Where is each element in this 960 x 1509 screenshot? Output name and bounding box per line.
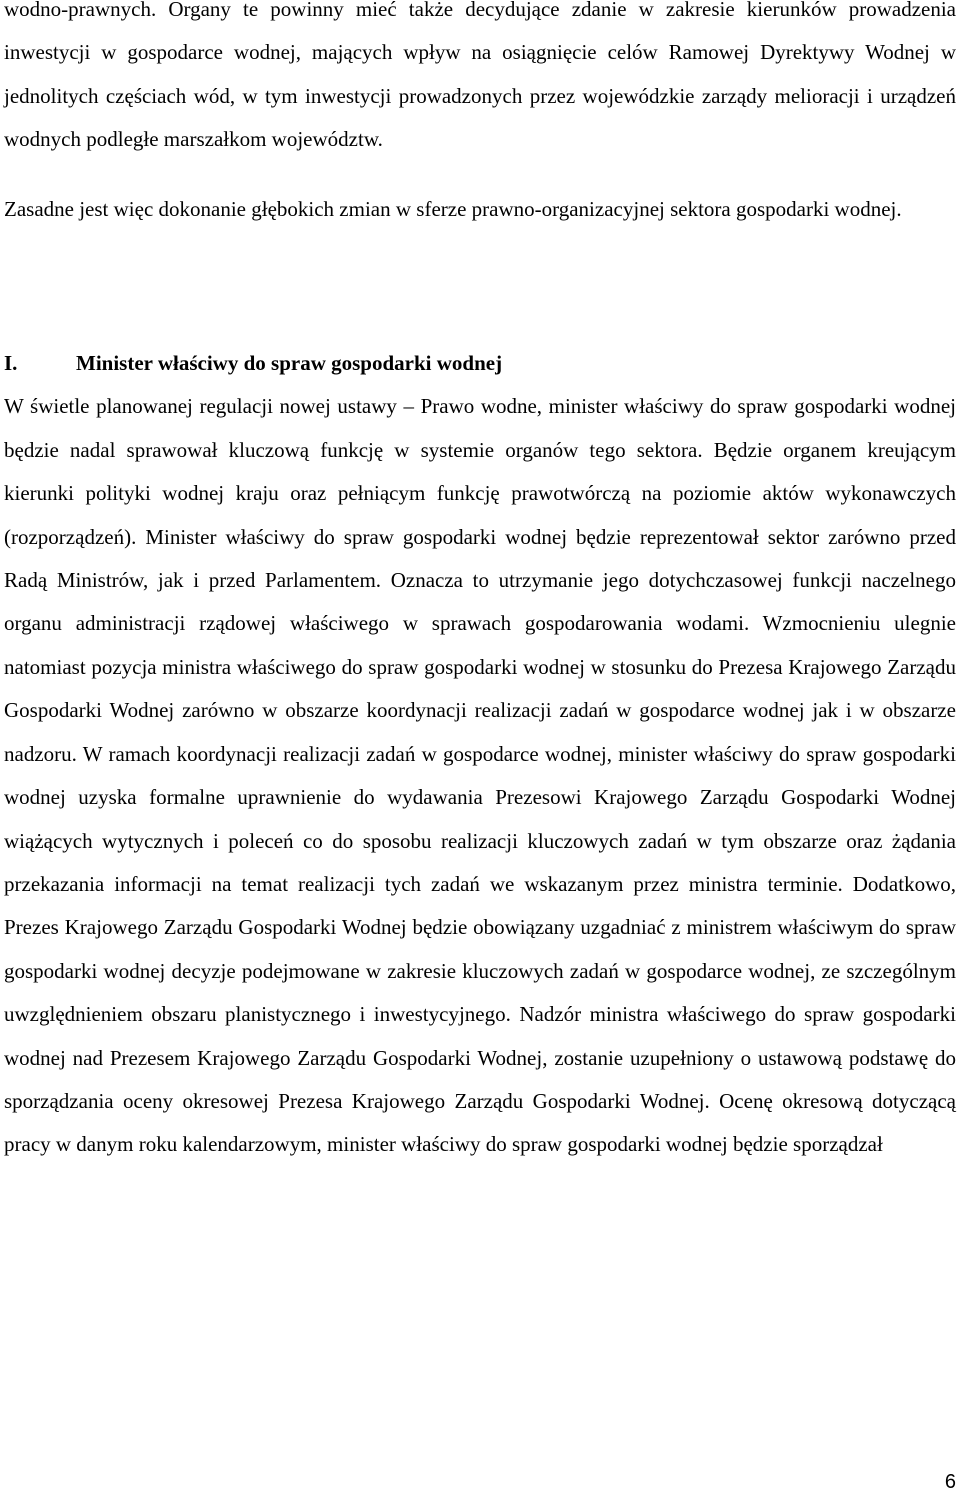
section-body: W świetle planowanej regulacji nowej ustawy – Prawo wodne, minister właściwy do spraw gospodarki wodnej będzie nadal sprawował kluczową funkcję w systemie organów tego sektora. Będzie organem kreującym kierunki polityki wodnej kraju oraz pełniącym funkcję prawotwórczą na poziomie aktów wykonawczych (rozporządzeń). Minister właściwy do spraw gospodarki wodnej będzie reprezentował sektor zarówno przed Radą Ministrów, jak i przed Parlamentem. Oznacza to utrzymanie jego dotychczasowej funkcji naczelnego organu administracji rządowej właściwego w sprawach gospodarowania wodami. Wzmocnieniu ulegnie natomiast pozycja ministra właściwego do spraw gospodarki wodnej w stosunku do Prezesa Krajowego Zarządu Gospodarki Wodnej zarówno w obszarze koordynacji realizacji zadań w gospodarce wodnej jak i w obszarze nadzoru. W ramach koordynacji realizacji zadań w gospodarce wodnej, minister właściwy do spraw gospodarki wodnej uzyska formalne uprawnienie do wydawania Prezesowi Krajowego Zarządu Gospodarki Wodnej wiążących wytycznych i poleceń co do sposobu realizacji kluczowych zadań w tym obszarze oraz żądania przekazania informacji na temat realizacji tych zadań we wskazanym przez ministra terminie. Dodatkowo, Prezes Krajowego Zarządu Gospodarki Wodnej będzie obowiązany uzgadniać z ministrem właściwym do spraw gospodarki wodnej decyzje podejmowane w zakresie kluczowych zadań w gospodarce wodnej, ze szczególnym uwzględnieniem obszaru planistycznego i inwestycyjnego. Nadzór ministra właściwego do spraw gospodarki wodnej nad Prezesem Krajowego Zarządu Gospodarki Wodnej, zostanie uzupełniony o ustawową podstawę do sporządzania oceny okresowej Prezesa Krajowego Zarządu Gospodarki Wodnej. Ocenę okresową dotyczącą pracy w danym roku kalendarzowym, minister właściwy do spraw gospodarki wodnej będzie sporządzał (4, 394, 956, 1157)
page-number: 6 (944, 1471, 956, 1493)
section-heading (4, 342, 956, 385)
document-page (4, 0, 956, 1509)
paragraph-conclusion: Zasadne jest więc dokonanie głębokich zmian w sferze prawno-organizacyjnej sektora gospodarki wodnej. (4, 196, 902, 221)
section-title: Minister właściwy do spraw gospodarki wodnej (76, 351, 503, 376)
section-minister (4, 342, 956, 1167)
paragraph-continuation: wodno-prawnych. Organy te powinny mieć także decydujące zdanie w zakresie kierunków prowadzenia inwestycji w gospodarce wodnej, mających wpływ na osiągnięcie celów Ramowej Dyrektywy Wodnej w jednolitych częściach wód, w tym inwestycji prowadzonych przez wojewódzkie zarządy melioracji i urządzeń wodnych podległe marszałkom województw. (4, 0, 956, 152)
section-number: I. (4, 351, 18, 376)
